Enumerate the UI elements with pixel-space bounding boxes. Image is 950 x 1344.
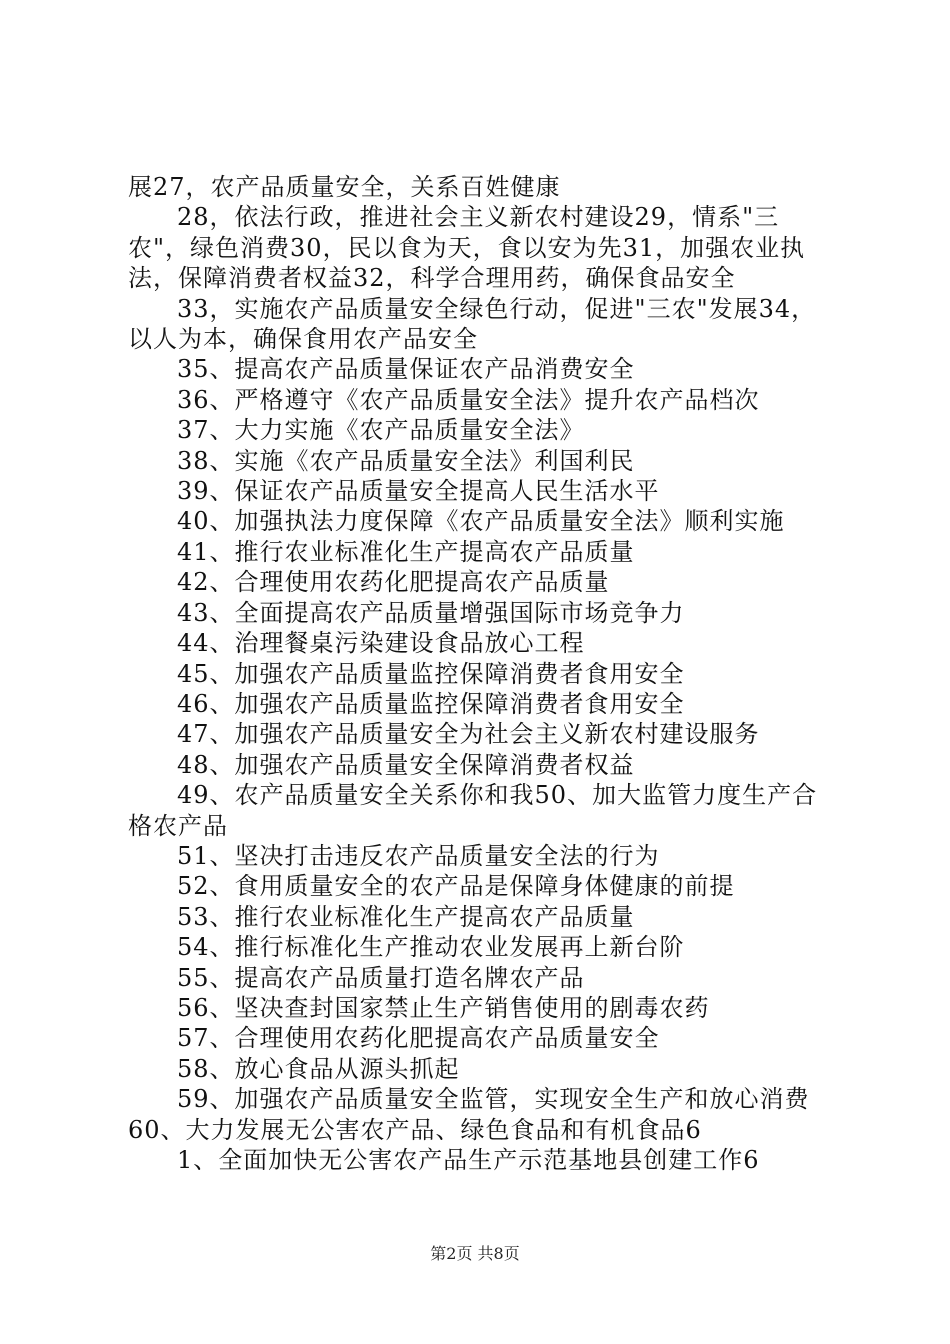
paragraph: 44、治理餐桌污染建设食品放心工程 [177,629,585,658]
paragraph: 43、全面提高农产品质量增强国际市场竞争力 [177,598,685,627]
paragraph: 36、严格遵守《农产品质量安全法》提升农产品档次 [177,385,760,414]
paragraph: 52、食用质量安全的农产品是保障身体健康的前提 [177,872,735,901]
paragraph: 49、农产品质量安全关系你和我50、加大监管力度生产合格农产品 [128,781,818,840]
paragraph: 41、推行农业标准化生产提高农产品质量 [177,537,635,566]
document-body [128,172,838,1175]
paragraph: 42、合理使用农药化肥提高农产品质量 [177,568,610,597]
paragraph: 展27，农产品质量安全，关系百姓健康 [128,173,561,201]
paragraph: 51、坚决打击违反农产品质量安全法的行为 [177,841,660,870]
paragraph: 55、提高农产品质量打造名牌农产品 [177,963,585,992]
paragraph: 56、坚决查封国家禁止生产销售使用的剧毒农药 [177,993,710,1022]
paragraph: 46、加强农产品质量监控保障消费者食用安全 [177,689,685,718]
page-footer: 第2页 共8页 [430,1244,520,1263]
paragraph: 48、加强农产品质量安全保障消费者权益 [177,750,635,779]
paragraph: 28，依法行政，推进社会主义新农村建设29，情系"三农"，绿色消费30，民以食为天，食以安为先31，加强农业执法，保障消费者权益32，科学合理用药，确保食品安全 [128,203,806,293]
paragraph: 38、实施《农产品质量安全法》利国利民 [177,446,635,475]
paragraph: 37、大力实施《农产品质量安全法》 [177,416,585,445]
paragraph: 59、加强农产品质量安全监管，实现安全生产和放心消费60、大力发展无公害农产品、绿色食品和有机食品6 [128,1085,810,1144]
paragraph: 35、提高农产品质量保证农产品消费安全 [177,355,635,384]
paragraph: 53、推行农业标准化生产提高农产品质量 [177,902,635,931]
paragraph: 1、全面加快无公害农产品生产示范基地县创建工作6 [177,1146,760,1174]
paragraph: 57、合理使用农药化肥提高农产品质量安全 [177,1024,660,1053]
paragraph: 58、放心食品从源头抓起 [177,1054,460,1083]
paragraph: 33，实施农产品质量安全绿色行动，促进"三农"发展34，以人为本，确保食用农产品安全 [128,294,817,354]
paragraph: 40、加强执法力度保障《农产品质量安全法》顺利实施 [177,507,785,536]
paragraph: 45、加强农产品质量监控保障消费者食用安全 [177,659,685,688]
paragraph: 47、加强农产品质量安全为社会主义新农村建设服务 [177,720,760,749]
paragraph: 54、推行标准化生产推动农业发展再上新台阶 [177,933,685,962]
paragraph: 39、保证农产品质量安全提高人民生活水平 [177,477,660,506]
